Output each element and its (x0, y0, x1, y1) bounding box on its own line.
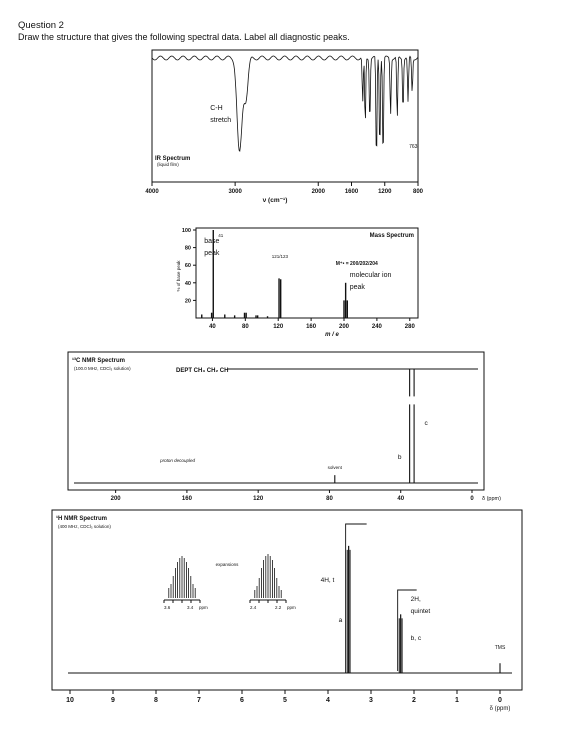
c13-x-axis-label: δ (ppm) (482, 496, 501, 502)
h1-x-tick-label: 5 (283, 697, 287, 704)
h1-annotation-quintet: quintet (410, 608, 431, 615)
ir-x-tick-label: 1600 (344, 189, 359, 195)
h1-annotation-tms: TMS (494, 645, 506, 651)
ir-frame (152, 50, 418, 182)
c13-title: ¹³C NMR Spectrum (72, 358, 126, 364)
h1-annotation-bc: b, c (410, 635, 422, 642)
ir-subtitle: (liquid film) (157, 162, 179, 167)
ms-x-tick-label: 80 (241, 324, 249, 330)
c13-subtitle: (100.0 MHz, CDCl₃ solution) (74, 366, 131, 371)
ms-x-tick-label: 160 (306, 324, 317, 330)
h1-x-tick-label: 6 (240, 697, 244, 704)
h1-x-tick-label: 4 (326, 697, 330, 704)
c13-peak-label-solvent: solvent (327, 465, 342, 471)
h1-x-tick-label: 9 (111, 697, 115, 704)
h1-subtitle: (400 MHz, CDCl₃ solution) (58, 524, 111, 529)
ms-y-tick-label: 100 (181, 228, 191, 234)
ms-y-tick-label: 40 (184, 280, 191, 287)
ir-title: IR Spectrum (155, 156, 191, 162)
ms-x-tick-label: 280 (404, 324, 415, 330)
h1-expansion-bc-label-24: 2.4 (250, 605, 257, 610)
ms-y-tick-label: 20 (184, 298, 191, 305)
h1-x-tick-label: 10 (66, 697, 74, 704)
ms-title: Mass Spectrum (369, 233, 414, 239)
h1-annotation-4h-t: 4H, t (320, 577, 335, 584)
ir-annotation-763: 763 (409, 144, 418, 150)
c13-dept-label: DEPT CH₃ CH₂ CH (176, 368, 229, 374)
ms-y-axis-label: % of base peak (176, 260, 181, 292)
h1-annotation-2h: 2H, (410, 596, 421, 603)
c13-x-tick-label: 80 (326, 496, 333, 502)
ms-y-tick-label: 80 (184, 245, 191, 252)
ms-annotation-121-123: 121/123 (271, 254, 289, 259)
ms-x-tick-label: 200 (338, 324, 350, 330)
c13-x-tick-label: 120 (253, 496, 264, 502)
ms-annotation-41: 41 (218, 233, 224, 238)
ms-x-tick-label: 40 (209, 324, 216, 330)
ms-y-tick-label: 60 (184, 263, 191, 270)
h1-annotation-a: a (338, 617, 343, 624)
question-title: Question 2 (18, 20, 64, 31)
ir-x-tick-label: 3000 (228, 189, 242, 195)
ms-x-tick-label: 240 (371, 324, 382, 330)
c13-annotation-c: c (424, 420, 428, 427)
h1-x-tick-label: 3 (369, 697, 373, 704)
ms-annotation-mi-peak: peak (349, 284, 365, 291)
h1-expansion-bc-label-22: 2.2 (275, 605, 282, 610)
ir-x-axis-label: ν (cm⁻¹) (262, 197, 288, 204)
ms-x-axis-label: m / e (325, 332, 339, 338)
h1-x-tick-label: 1 (455, 697, 459, 704)
h1-title: ¹H NMR Spectrum (56, 516, 108, 522)
h1-x-tick-label: 2 (412, 697, 416, 704)
h1-expansion-bc-label-ppm: ppm (287, 605, 296, 610)
h1-x-axis-label: δ (ppm) (489, 706, 511, 712)
ms-x-tick-label: 120 (273, 324, 284, 330)
h1-x-tick-label: 0 (498, 697, 502, 704)
h1-annotation-expansions: expansions (215, 562, 239, 567)
h1-x-tick-label: 7 (197, 697, 201, 704)
c13-x-tick-label: 0 (470, 496, 474, 502)
ir-trace (152, 56, 418, 151)
h1-x-tick-label: 8 (154, 697, 158, 704)
ir-x-tick-label: 800 (412, 189, 424, 195)
ir-x-tick-label: 2000 (311, 189, 325, 195)
h1-frame (52, 510, 522, 690)
c13-x-tick-label: 200 (110, 496, 121, 502)
c13-x-tick-label: 40 (397, 496, 405, 502)
question-prompt: Draw the structure that gives the following spectral data. Label all diagnostic peaks. (18, 32, 350, 42)
ir-x-tick-label: 1200 (378, 189, 392, 195)
ms-annotation-peak: peak (204, 250, 220, 257)
ms-annotation-mplus: M⁺• = 200/202/204 (335, 261, 378, 267)
h1-expansion-a-label-36: 3.6 (164, 605, 171, 610)
h1-expansion-a-label-ppm: ppm (199, 605, 208, 610)
ir-annotation-stretch: stretch (210, 117, 232, 124)
c13-annotation-b: b (397, 454, 402, 461)
ir-annotation-ch: C-H (210, 105, 223, 112)
h1-expansion-a-label-34: 3.4 (187, 605, 194, 610)
ir-x-tick-label: 4000 (145, 189, 159, 195)
ms-annotation-base: base (204, 238, 220, 245)
c13-annotation-decoupled: proton decoupled (160, 458, 195, 463)
c13-x-tick-label: 160 (181, 496, 192, 502)
c13-frame (68, 352, 484, 490)
ms-annotation-molecular-ion: molecular ion (349, 272, 392, 279)
